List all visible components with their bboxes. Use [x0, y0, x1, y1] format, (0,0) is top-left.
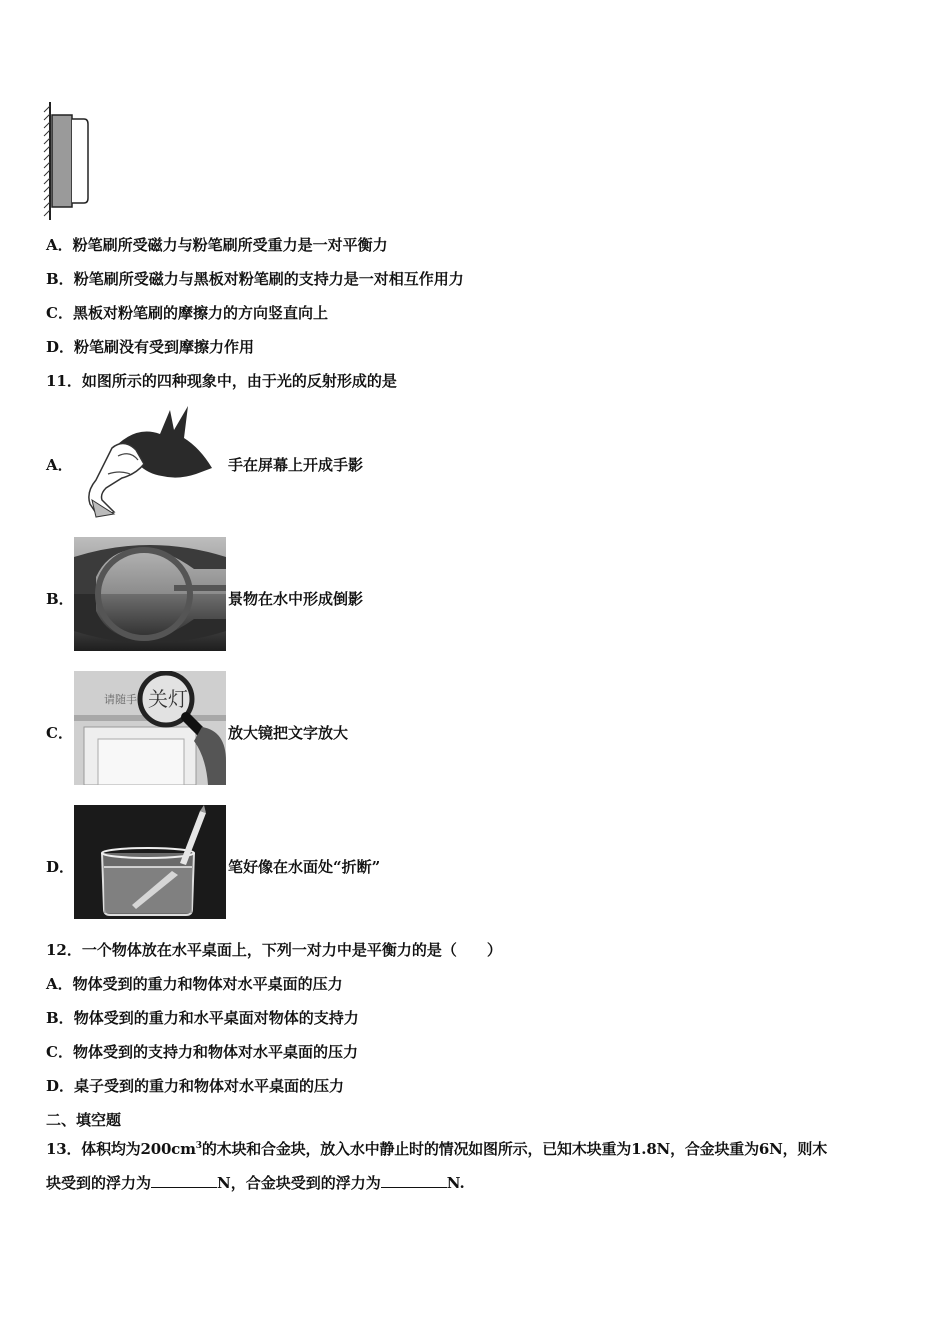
q11-option-c-text: 放大镜把文字放大	[228, 724, 349, 742]
q12-option-a: A．物体受到的重力和物体对水平桌面的压力	[46, 975, 343, 993]
q12-option-c: C．物体受到的支持力和物体对水平桌面的压力	[46, 1043, 358, 1061]
q11-option-b-text: 景物在水中形成倒影	[228, 590, 364, 608]
bridge-reflection-image	[74, 537, 226, 651]
chalk-brush-figure	[40, 100, 100, 222]
answer-blank-1[interactable]	[151, 1173, 217, 1188]
q11-option-a-text: 手在屏幕上开成手影	[228, 456, 364, 474]
answer-blank-2[interactable]	[381, 1173, 447, 1188]
q11-stem: 11．如图所示的四种现象中，由于光的反射形成的是	[46, 372, 397, 390]
q11-option-d-label: D．	[46, 858, 75, 876]
section-title: 二、填空题	[46, 1111, 122, 1129]
q11-option-d-text: 笔好像在水面处“折断”	[228, 858, 381, 876]
magnified-text: 关灯	[148, 687, 188, 711]
q11-option-c-label: C．	[46, 724, 73, 742]
q10-option-d: D．粉笔刷没有受到摩擦力作用	[46, 338, 255, 356]
q13-line-2: 块受到的浮力为 N，合金块受到的浮力为 N.	[46, 1174, 465, 1192]
q12-stem: 12．一个物体放在水平桌面上，下列一对力中是平衡力的是（ ）	[46, 941, 502, 959]
pencil-in-water-image	[74, 805, 226, 919]
hand-shadow-image	[78, 404, 224, 518]
q10-option-b: B．粉笔刷所受磁力与黑板对粉笔刷的支持力是一对相互作用力	[46, 270, 464, 288]
magnifier-image	[74, 671, 226, 785]
q12-option-b: B．物体受到的重力和水平桌面对物体的支持力	[46, 1009, 359, 1027]
q11-option-b-label: B．	[46, 590, 74, 608]
q10-option-a: A．粉笔刷所受磁力与粉笔刷所受重力是一对平衡力	[46, 236, 388, 254]
q12-option-d: D．桌子受到的重力和物体对水平桌面的压力	[46, 1077, 345, 1095]
q11-option-a-label: A．	[46, 456, 73, 474]
q10-option-c: C．黑板对粉笔刷的摩擦力的方向竖直向上	[46, 304, 328, 322]
sign-small-text: 请随手	[104, 693, 137, 706]
q13-line-1: 13．体积均为$200cm^3$的木块和合金块，放入水中静止时的情况如图所示，已知木块重为1.8N，合金块重为6N，则木	[46, 1140, 828, 1158]
